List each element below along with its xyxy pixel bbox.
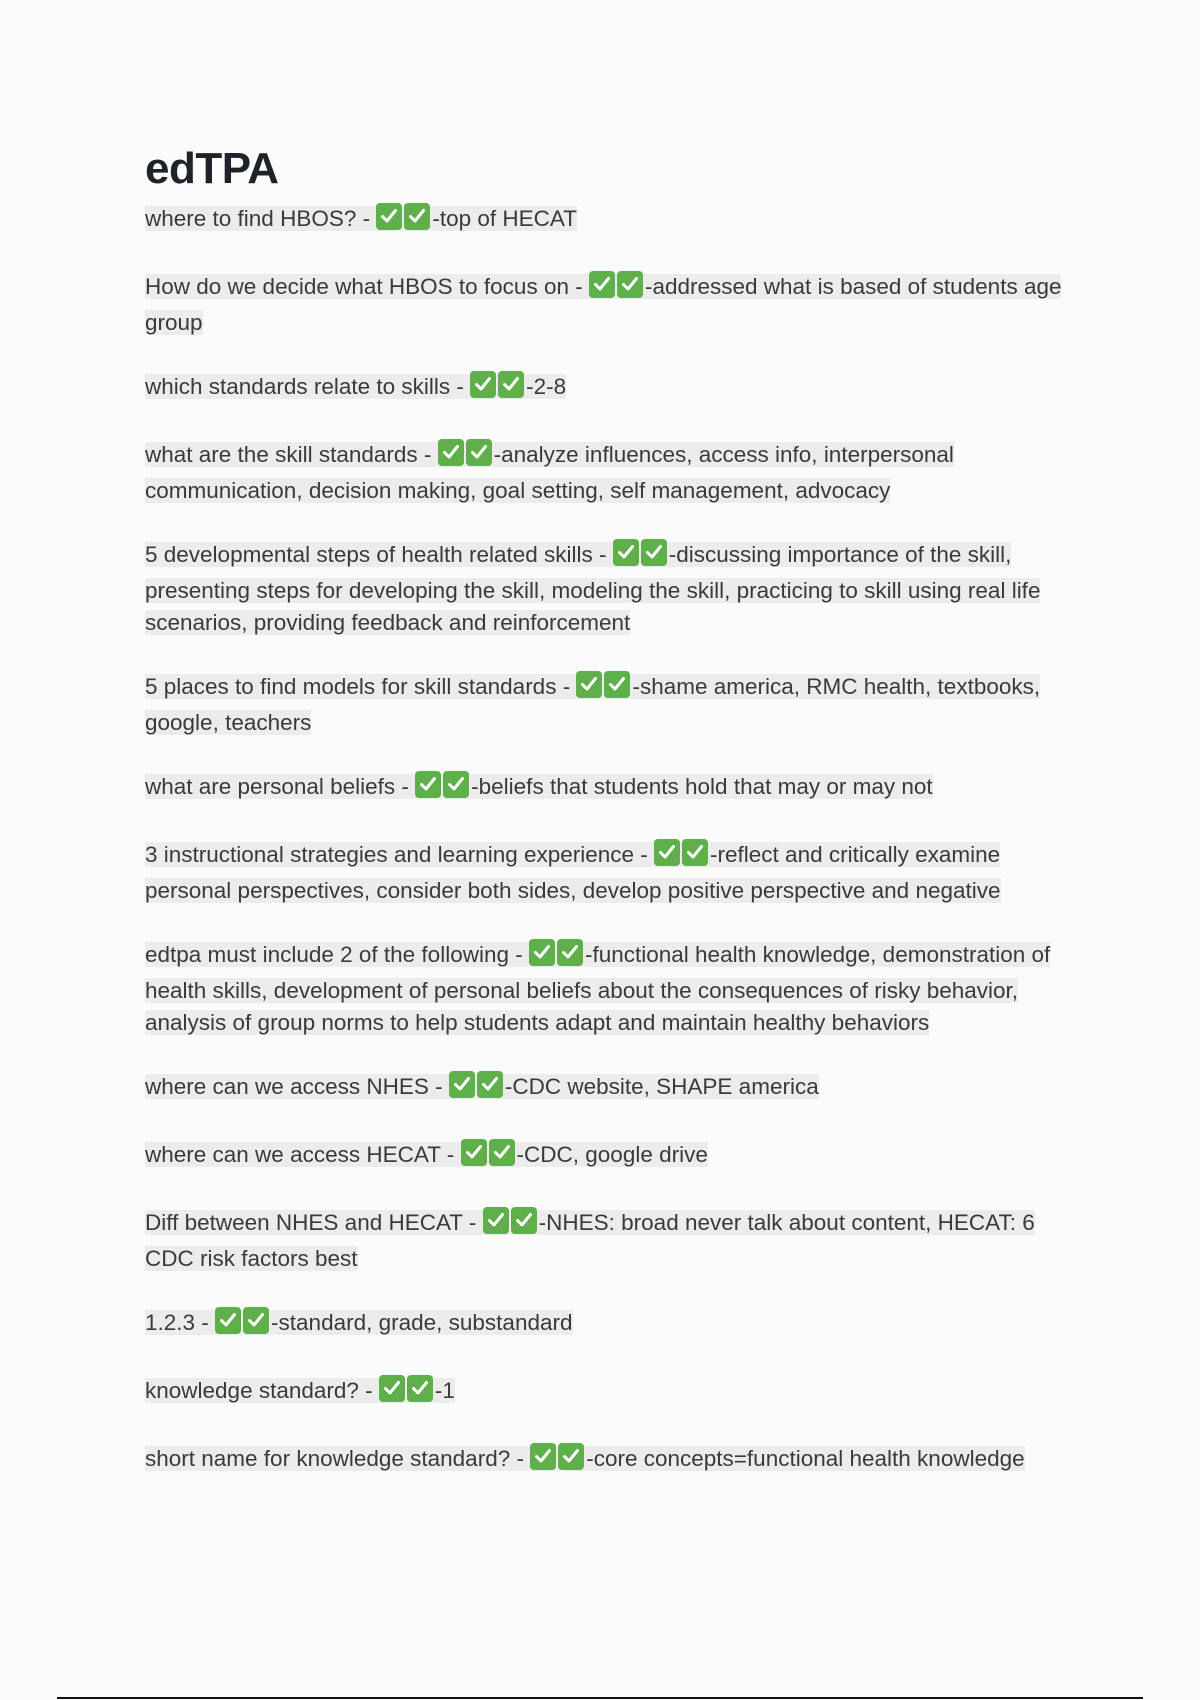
check-mark-icon: [477, 1071, 503, 1098]
qa-item: [145, 1207, 1075, 1275]
check-mark-icon: [589, 271, 615, 298]
check-mark-icon: [449, 1071, 475, 1098]
check-mark-icon: [466, 439, 492, 466]
answer-text: -functional health knowledge, demonstration of health skills, development of personal beliefs about the consequences of risky behavior, analysis of group norms to help students adapt and maintain healthy behaviors: [145, 942, 1051, 1036]
check-marks: [461, 1139, 517, 1175]
check-marks: [438, 439, 494, 475]
check-marks: [376, 203, 432, 239]
check-marks: [415, 771, 471, 807]
check-mark-icon: [470, 371, 496, 398]
qa-item-highlight: [145, 1074, 819, 1099]
qa-item-highlight: [145, 1210, 1035, 1271]
qa-item: [145, 439, 1075, 507]
answer-text: -discussing importance of the skill, presenting steps for developing the skill, modeling the skill, practicing to skill using real life scenarios, providing feedback and reinforcement: [145, 542, 1041, 636]
qa-item-highlight: [145, 1446, 1025, 1471]
qa-item-highlight: [145, 1310, 573, 1335]
check-mark-icon: [443, 771, 469, 798]
check-marks: [654, 839, 710, 875]
question-text: 5 developmental steps of health related skills -: [145, 542, 613, 568]
answer-text: -top of HECAT: [432, 206, 577, 232]
check-mark-icon: [461, 1139, 487, 1166]
answer-text: -beliefs that students hold that may or may not: [471, 774, 933, 800]
check-marks: [589, 271, 645, 307]
check-mark-icon: [654, 839, 680, 866]
qa-item: [145, 939, 1075, 1039]
qa-item-highlight: [145, 374, 566, 399]
qa-item-highlight: [145, 542, 1040, 635]
qa-item-highlight: [145, 442, 954, 503]
qa-item: [145, 1139, 1075, 1175]
check-mark-icon: [407, 1375, 433, 1402]
check-mark-icon: [617, 271, 643, 298]
qa-item-highlight: [145, 674, 1040, 735]
qa-item-highlight: [145, 774, 933, 799]
check-mark-icon: [483, 1207, 509, 1234]
question-text: edtpa must include 2 of the following -: [145, 942, 529, 968]
answer-text: -standard, grade, substandard: [271, 1310, 573, 1336]
question-text: 1.2.3 -: [145, 1310, 216, 1336]
answer-text: -addressed what is based of students age group: [145, 274, 1062, 336]
question-text: 5 places to find models for skill standards -: [145, 674, 577, 700]
qa-item: [145, 1443, 1075, 1479]
check-marks: [470, 371, 526, 407]
check-mark-icon: [215, 1307, 241, 1334]
check-mark-icon: [415, 771, 441, 798]
check-mark-icon: [576, 671, 602, 698]
qa-item: [145, 839, 1075, 907]
answer-text: -shame america, RMC health, textbooks, google, teachers: [145, 674, 1041, 736]
check-marks: [449, 1071, 505, 1107]
check-mark-icon: [529, 939, 555, 966]
qa-item-highlight: [145, 274, 1061, 335]
check-mark-icon: [641, 539, 667, 566]
qa-item-highlight: [145, 1378, 455, 1403]
check-mark-icon: [682, 839, 708, 866]
check-mark-icon: [376, 203, 402, 230]
question-text: How do we decide what HBOS to focus on -: [145, 274, 589, 300]
question-text: where can we access HECAT -: [145, 1142, 461, 1168]
check-mark-icon: [558, 1443, 584, 1470]
check-mark-icon: [379, 1375, 405, 1402]
answer-text: -CDC, google drive: [516, 1142, 708, 1168]
check-mark-icon: [404, 203, 430, 230]
answer-text: -CDC website, SHAPE america: [504, 1074, 819, 1100]
question-text: what are the skill standards -: [145, 442, 438, 468]
answer-text: -analyze influences, access info, interpersonal communication, decision making, goal setting, self management, advocacy: [145, 442, 954, 504]
question-text: where can we access NHES -: [145, 1074, 449, 1100]
qa-item-highlight: [145, 206, 577, 231]
answer-text: -2-8: [526, 374, 567, 400]
check-marks: [379, 1375, 435, 1411]
question-text: knowledge standard? -: [145, 1378, 379, 1404]
document-page: [145, 145, 1075, 1511]
check-marks: [530, 1443, 586, 1479]
qa-item: [145, 271, 1075, 339]
qa-item: [145, 771, 1075, 807]
qa-item: [145, 371, 1075, 407]
check-mark-icon: [604, 671, 630, 698]
qa-item-highlight: [145, 842, 1001, 903]
question-text: where to find HBOS? -: [145, 206, 377, 232]
check-mark-icon: [613, 539, 639, 566]
qa-item: [145, 671, 1075, 739]
qa-item: [145, 1071, 1075, 1107]
qa-item: [145, 203, 1075, 239]
answer-text: -1: [434, 1378, 455, 1404]
answer-text: -reflect and critically examine personal perspectives, consider both sides, develop positive perspective and negative: [145, 842, 1001, 904]
check-marks: [483, 1207, 539, 1243]
qa-item-highlight: [145, 1142, 708, 1167]
question-text: Diff between NHES and HECAT -: [145, 1210, 483, 1236]
answer-text: -core concepts=functional health knowledge: [586, 1446, 1025, 1472]
qa-item: [145, 539, 1075, 639]
qa-item: [145, 1375, 1075, 1411]
answer-text: -NHES: broad never talk about content, HECAT: 6 CDC risk factors best: [145, 1210, 1035, 1272]
question-text: which standards relate to skills -: [145, 374, 471, 400]
check-mark-icon: [489, 1139, 515, 1166]
check-marks: [576, 671, 632, 707]
check-mark-icon: [498, 371, 524, 398]
check-mark-icon: [438, 439, 464, 466]
check-mark-icon: [243, 1307, 269, 1334]
qa-item-highlight: [145, 942, 1050, 1035]
check-marks: [215, 1307, 271, 1343]
qa-item: [145, 1307, 1075, 1343]
check-mark-icon: [557, 939, 583, 966]
check-mark-icon: [511, 1207, 537, 1234]
page-bottom-rule: [57, 1697, 1143, 1699]
document-title: edTPA: [145, 144, 279, 193]
check-mark-icon: [530, 1443, 556, 1470]
check-marks: [529, 939, 585, 975]
question-text: what are personal beliefs -: [145, 774, 416, 800]
qa-list: [145, 203, 1075, 1479]
check-marks: [613, 539, 669, 575]
question-text: short name for knowledge standard? -: [145, 1446, 531, 1472]
question-text: 3 instructional strategies and learning experience -: [145, 842, 655, 868]
